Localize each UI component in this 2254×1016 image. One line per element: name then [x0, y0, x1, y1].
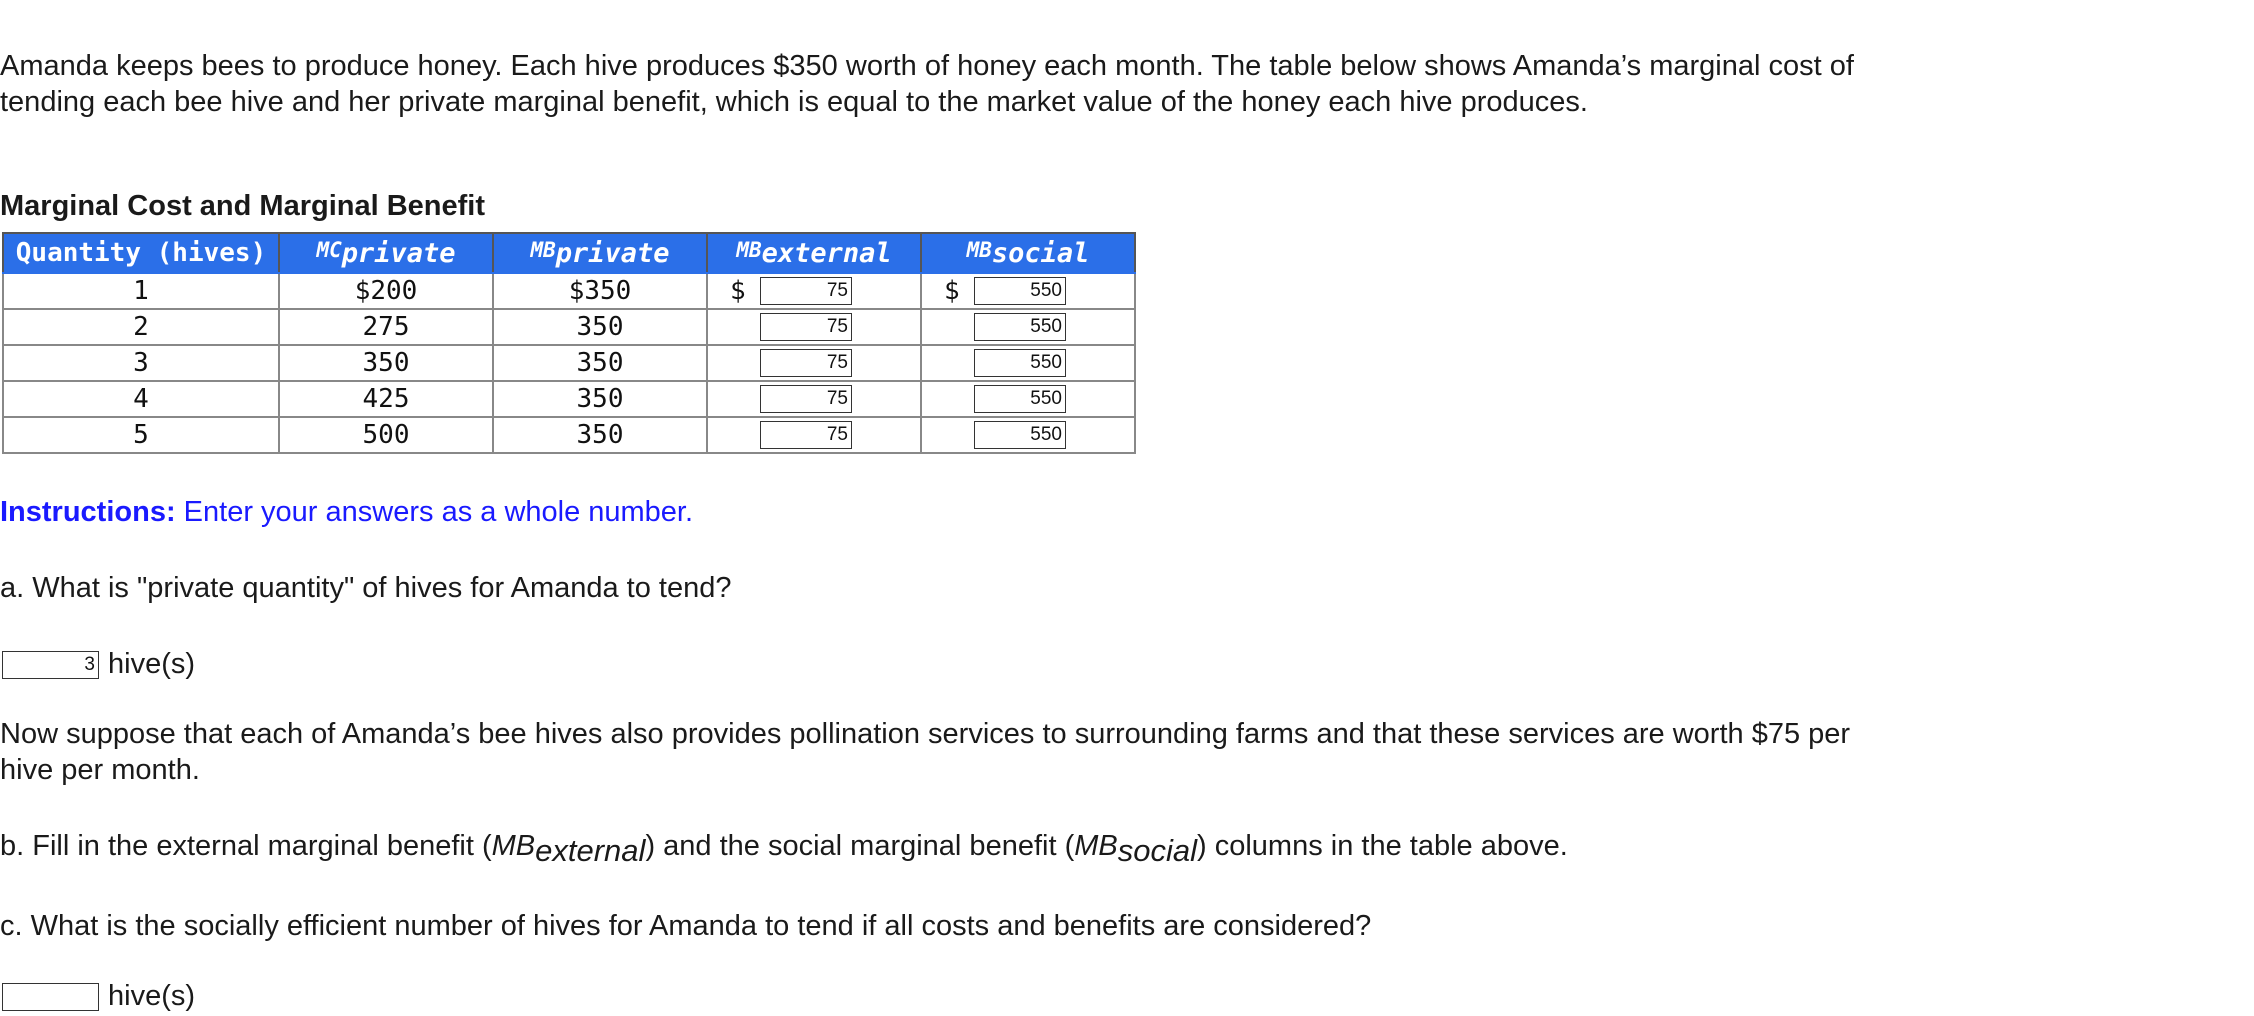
cell-mb-social — [921, 309, 1135, 345]
table-header-row — [3, 233, 1135, 273]
answer-c-unit: hive(s) — [108, 980, 196, 1012]
mb-external-input[interactable] — [760, 277, 852, 305]
cell-mb-private: 350 — [493, 381, 707, 417]
mb-social-input[interactable] — [974, 349, 1066, 377]
intro-paragraph: Amanda keeps bees to produce honey. Each hive produces $350 worth of honey each month. The table below shows Amanda’s marginal cost of tending each bee hive and her private marginal benefit, which is equal to the market value of the honey each hive produces. — [0, 50, 1854, 118]
cell-mc-private: 500 — [279, 417, 493, 453]
cell-mc-private: 350 — [279, 345, 493, 381]
cell-quantity: 3 — [3, 345, 279, 381]
header-mb-external — [707, 233, 921, 273]
answer-c-input[interactable] — [2, 983, 99, 1011]
question-b — [0, 828, 1860, 869]
header-mb-social — [921, 233, 1135, 273]
mb-subscript: social — [1117, 833, 1197, 868]
pollination-paragraph: Now suppose that each of Amanda’s bee hives also provides pollination services to surrounding farms and that these services are worth $75 per hive per month. — [0, 718, 1851, 786]
answer-c-row — [0, 980, 195, 1013]
header-subscript: external — [761, 237, 892, 269]
cell-mb-social — [921, 345, 1135, 381]
cell-mb-external — [707, 417, 921, 453]
header-prefix: MB — [736, 237, 762, 262]
question-c: c. What is the socially efficient number of hives for Amanda to tend if all costs and benefits are considered? — [0, 910, 1372, 942]
mb-social-input[interactable] — [974, 385, 1066, 413]
mb-external-label — [491, 830, 646, 868]
mb-social-input[interactable] — [974, 277, 1066, 305]
table-row — [3, 417, 1135, 453]
header-prefix: MB — [966, 237, 992, 262]
header-mc-private — [279, 233, 493, 273]
mb-social-input[interactable] — [974, 421, 1066, 449]
marginal-table — [2, 232, 1136, 454]
cell-mb-social — [921, 417, 1135, 453]
mb-social-label — [1074, 830, 1197, 868]
table-row — [3, 381, 1135, 417]
table-row — [3, 345, 1135, 381]
cell-mb-private: 350 — [493, 309, 707, 345]
mb-external-input[interactable] — [760, 421, 852, 449]
cell-quantity: 5 — [3, 417, 279, 453]
cell-quantity: 1 — [3, 273, 279, 309]
cell-mb-external — [707, 381, 921, 417]
mb-social-input[interactable] — [974, 313, 1066, 341]
answer-a-input[interactable] — [2, 651, 99, 679]
dollar-sign: $ — [944, 276, 960, 306]
table-row — [3, 273, 1135, 309]
cell-mb-private: 350 — [493, 345, 707, 381]
answer-a-unit: hive(s) — [108, 648, 196, 680]
instructions-text: Enter your answers as a whole number. — [175, 496, 694, 528]
cell-mc-private: 275 — [279, 309, 493, 345]
mb-symbol: MB — [491, 830, 536, 862]
header-subscript: private — [341, 237, 456, 269]
mb-symbol: MB — [1074, 830, 1118, 862]
cell-mb-private: $350 — [493, 273, 707, 309]
mb-external-input[interactable] — [760, 349, 852, 377]
question-b-text: ) and the social marginal benefit ( — [645, 830, 1075, 862]
question-a: a. What is "private quantity" of hives for Amanda to tend? — [0, 572, 732, 604]
header-prefix: MB — [530, 237, 556, 262]
dollar-sign: $ — [730, 276, 746, 306]
header-mb-private — [493, 233, 707, 273]
cell-mb-social — [921, 381, 1135, 417]
table-title: Marginal Cost and Marginal Benefit — [0, 190, 485, 222]
cell-mb-social — [921, 273, 1135, 309]
header-subscript: private — [555, 237, 670, 269]
cell-mc-private: 425 — [279, 381, 493, 417]
mb-subscript: external — [535, 833, 646, 868]
header-prefix: MC — [316, 237, 342, 262]
cell-mc-private: $200 — [279, 273, 493, 309]
instructions-label: Instructions: — [0, 496, 176, 528]
cell-mb-external — [707, 309, 921, 345]
header-subscript: social — [991, 237, 1090, 269]
cell-mb-external — [707, 345, 921, 381]
cell-quantity: 2 — [3, 309, 279, 345]
mb-external-input[interactable] — [760, 313, 852, 341]
cell-mb-private: 350 — [493, 417, 707, 453]
question-b-text: b. Fill in the external marginal benefit ( — [0, 830, 492, 862]
cell-mb-external — [707, 273, 921, 309]
question-b-text: ) columns in the table above. — [1197, 830, 1568, 862]
cell-quantity: 4 — [3, 381, 279, 417]
header-quantity: Quantity (hives) — [3, 233, 279, 273]
instructions — [0, 496, 693, 529]
answer-a-row — [0, 648, 195, 681]
mb-external-input[interactable] — [760, 385, 852, 413]
table-row — [3, 309, 1135, 345]
